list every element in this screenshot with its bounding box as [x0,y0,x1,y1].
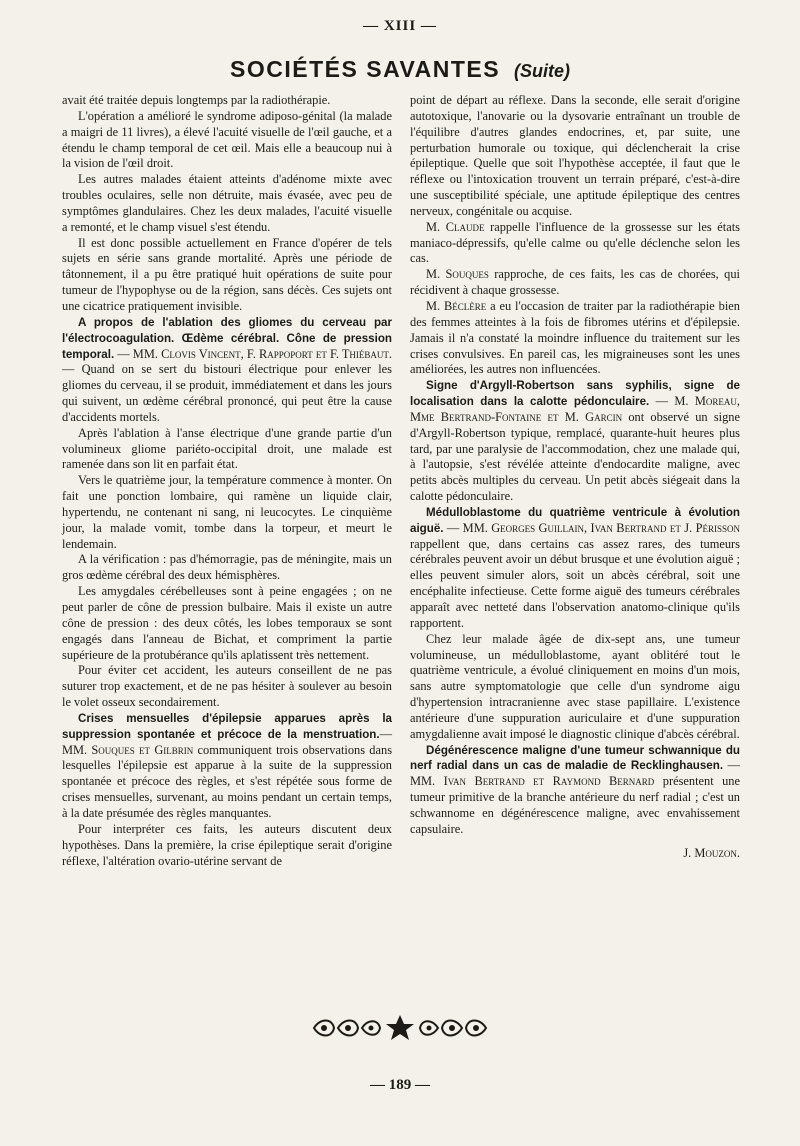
page-number: — 189 — [370,1077,430,1093]
article-schwannome [410,743,740,838]
article-authors: Ivan Bertrand et Raymond Bernard [443,774,655,789]
paragraph: Vers le quatrième jour, la température commence à monter. On fait une ponction lombaire, qui ramène un liquide clair, hypertendu, ne contenant ni sang, ni leucocytes. Le cinquième jour, la malade vomit, tombe dans la torpeur, et meurt le lendemain. [62,473,392,551]
paragraph: L'opération a amélioré le syndrome adiposo-génital (la malade a maigri de 11 livres), a élevé l'acuité visuelle de l'œil gauche, et a étendu le champ temporal de cet œil. Mais elle a beaucoup nui à la vision de l'œil droit. [62,108,392,171]
signature: J. Mouzon. [683,845,740,860]
speaker-name: Claude [445,219,485,234]
paragraph-text: a eu l'occasion de traiter par la radiothérapie bien des femmes atteintes à la fois de fibromes utérins et d'épilepsie. Jamais il n'a constaté la moindre influence du traitement sur les crises convulsives. En pareil cas, les migraineuses sont les unes améliorées, les autres non influencées. [410,298,740,377]
discussion-claude [410,220,740,268]
paragraph: Pour interpréter ces faits, les auteurs discutent deux hypothèses. Dans la première, la crise épileptique serait d'origine réflexe, l'altération ovario-utérine servant de [62,821,392,868]
paragraph-text: rapproche, de ces faits, les cas de chorées, qui récidivent à chaque grossesse. [410,267,740,298]
article-authors: Georges Guillain, Ivan Bertrand et J. Périsson [491,520,740,535]
article-medulloblastome [410,505,740,632]
article-heading: Signe d'Argyll-Robertson sans syphilis, signe de localisation dans la calotte pédonculaire. [410,379,740,409]
running-page-number: — XIII — [363,18,437,34]
article-authors: Moreau, Mme Bertrand-Fontaine et M. Garcin [410,394,740,424]
ornament-icon [310,1012,490,1044]
article-text: communiquent trois observations dans lesquelles l'épilepsie est apparue à la suite de la suppression spontanée et précoce des règles, et s'est répétée sous forme de crises mensuelles, survenant, au moins pendant un certain temps, à la date présumée des règles manquantes. [62,742,393,820]
page-title [0,56,800,83]
paragraph: Après l'ablation à l'anse électrique d'une grande partie d'un volumineux gliome pariéto-occipital droit, une malade est ramenée dans son lit en parfait état. [62,425,392,472]
article-text: présentent une tumeur primitive de la branche antérieure du nerf radial ; c'est un schwannome en dégénérescence maligne, avec envahissement capsulaire. [410,774,741,836]
paragraph: Pour éviter cet accident, les auteurs conseillent de ne pas suturer trop exactement, et de ne pas hésiter à soulever au besoin le volet osseux secondairement. [62,663,392,710]
article-text: — Quand on se sert du bistouri électrique pour enlever les gliomes du cerveau, il se produit, immédiatement et dans les jours qui suivent, un œdème cérébral prononcé, qui peut être la cause d'accidents mortels. [62,362,392,424]
article-separator: — MM. [114,346,162,361]
paragraph: A la vérification : pas d'hémorragie, pas de méningite, mais un gros œdème cérébral des deux hémisphères. [62,552,392,583]
article-text: ont observé un signe d'Argyll-Robertson typique, remplacé, quarante-huit heures plus tard, par une paralysie de l'accommodation, chez une malade qui, à l'autopsie, s'est révélée atteinte d'endocardite maligne, avec petits abcès multiples du cerveau. Un petit abcès siégeait dans la calotte pédonculaire. [410,409,740,504]
page-title-suite: (Suite) [513,61,570,81]
title-prefix: M. [426,298,444,313]
paragraph: Il est donc possible actuellement en France d'opérer de tels sujets en série sans grande mortalité. Après une période de tâtonnement, il a pu être pratiqué huit opérations de suite pour tumeur de l'hypophyse ou de la région, sans décès. Ces sujets ont une cicatrice pratiquement invisible. [62,235,392,313]
paragraph-text: rappelle l'influence de la grossesse sur les états maniaco-dépressifs, qu'elle calme ou qu'elle déclenche selon les cas. [410,219,740,266]
article-separator: — MM. [443,520,492,535]
article-gliomes [62,315,392,426]
article-heading: Dégénérescence maligne d'une tumeur schwannique du nerf radial dans un cas de maladie de Recklinghausen. [410,743,740,773]
article-authors: Clovis Vincent, F. Rappoport et F. Thiébaut. [161,346,392,361]
title-prefix: M. [426,267,446,282]
paragraph: point de départ au réflexe. Dans la seconde, elle serait d'origine autotoxique, l'anovarie ou la dysovarie entraînant un trouble de l'équilibre d'autres glandes endocrines, et, par suite, une perturbation humorale ou toxique, qui déclencherait la crise épileptique. Quelle que soit l'hypothèse acceptée, il faut que le réflexe ou l'intoxication trouvent un terrain préparé, c'est-à-dire une susceptibilité spéciale, une aptitude épileptique des centres nerveux, congénitale ou acquise. [410,93,740,218]
speaker-name: Souques [445,267,489,282]
article-heading: Médulloblastome du quatrième ventricule à évolution aiguë. [410,505,740,535]
discussion-beclere [410,299,740,378]
right-column [410,93,740,862]
paragraph: avait été traitée depuis longtemps par la radiothérapie. [62,93,331,107]
article-argyll [410,378,740,505]
article-text: rappellent que, dans certains cas assez rares, des tumeurs cérébrales peuvent avoir un début brusque et une évolution aiguë ; elles peuvent simuler alors, soit un abcès cérébral, soit une encéphalite infectieuse. Cette forme aiguë des tumeurs cérébrales apparaît avec netteté dans l'observation anatomo-clinique qu'ils rapportent. [410,536,740,630]
article-authors: Souques et Gilbrin [91,742,194,757]
decorative-ornament [0,1012,800,1049]
title-prefix: M. [426,219,446,234]
page-title-text: SOCIÉTÉS SAVANTES [230,56,501,82]
discussion-souques [410,267,740,299]
paragraph: Les autres malades étaient atteints d'adénome mixte avec troubles oculaires, selle non détruite, mais évasée, avec peu de symptômes glandulaires. Chez les deux malades, l'acuité visuelle a remonté, et le champ visuel s'est étendu. [62,172,392,234]
article-heading: Crises mensuelles d'épilepsie apparues après la suppression spontanée et précoce de la menstruation. [62,711,392,741]
left-column [62,93,392,869]
speaker-name: Béclère [443,298,487,313]
article-separator: — MM. [410,758,740,789]
article-epilepsie [62,711,392,822]
paragraph: Les amygdales cérébelleuses sont à peine engagées ; on ne peut parler de cône de pression bulbaire. Mais il existe un autre cône de pression : des deux côtés, les lobes temporaux se sont engagés dans l'anneau de Bichat, et compriment la partie supérieure de la protubérance qu'ils aplatissent très nettement. [62,584,392,662]
article-heading: A propos de l'ablation des gliomes du cerveau par l'électrocoagulation. Œdème cérébral. Cône de pression temporal. [62,315,392,361]
paragraph: Chez leur malade âgée de dix-sept ans, une tumeur volumineuse, un médulloblastome, ayant oblitéré tout le quatrième ventricule, a évolué cliniquement en moins d'un mois, sans autre symptomatologie que celle d'un syndrome aigu d'hypertension intracranienne avec stase papillaire. L'existence antérieure d'une suppuration auriculaire et d'une suppuration amygdalienne avait imposé le diagnostic clinique d'abcès cérébral. [410,631,740,741]
article-separator: — MM. [62,726,392,757]
article-separator: — M. [649,394,695,409]
